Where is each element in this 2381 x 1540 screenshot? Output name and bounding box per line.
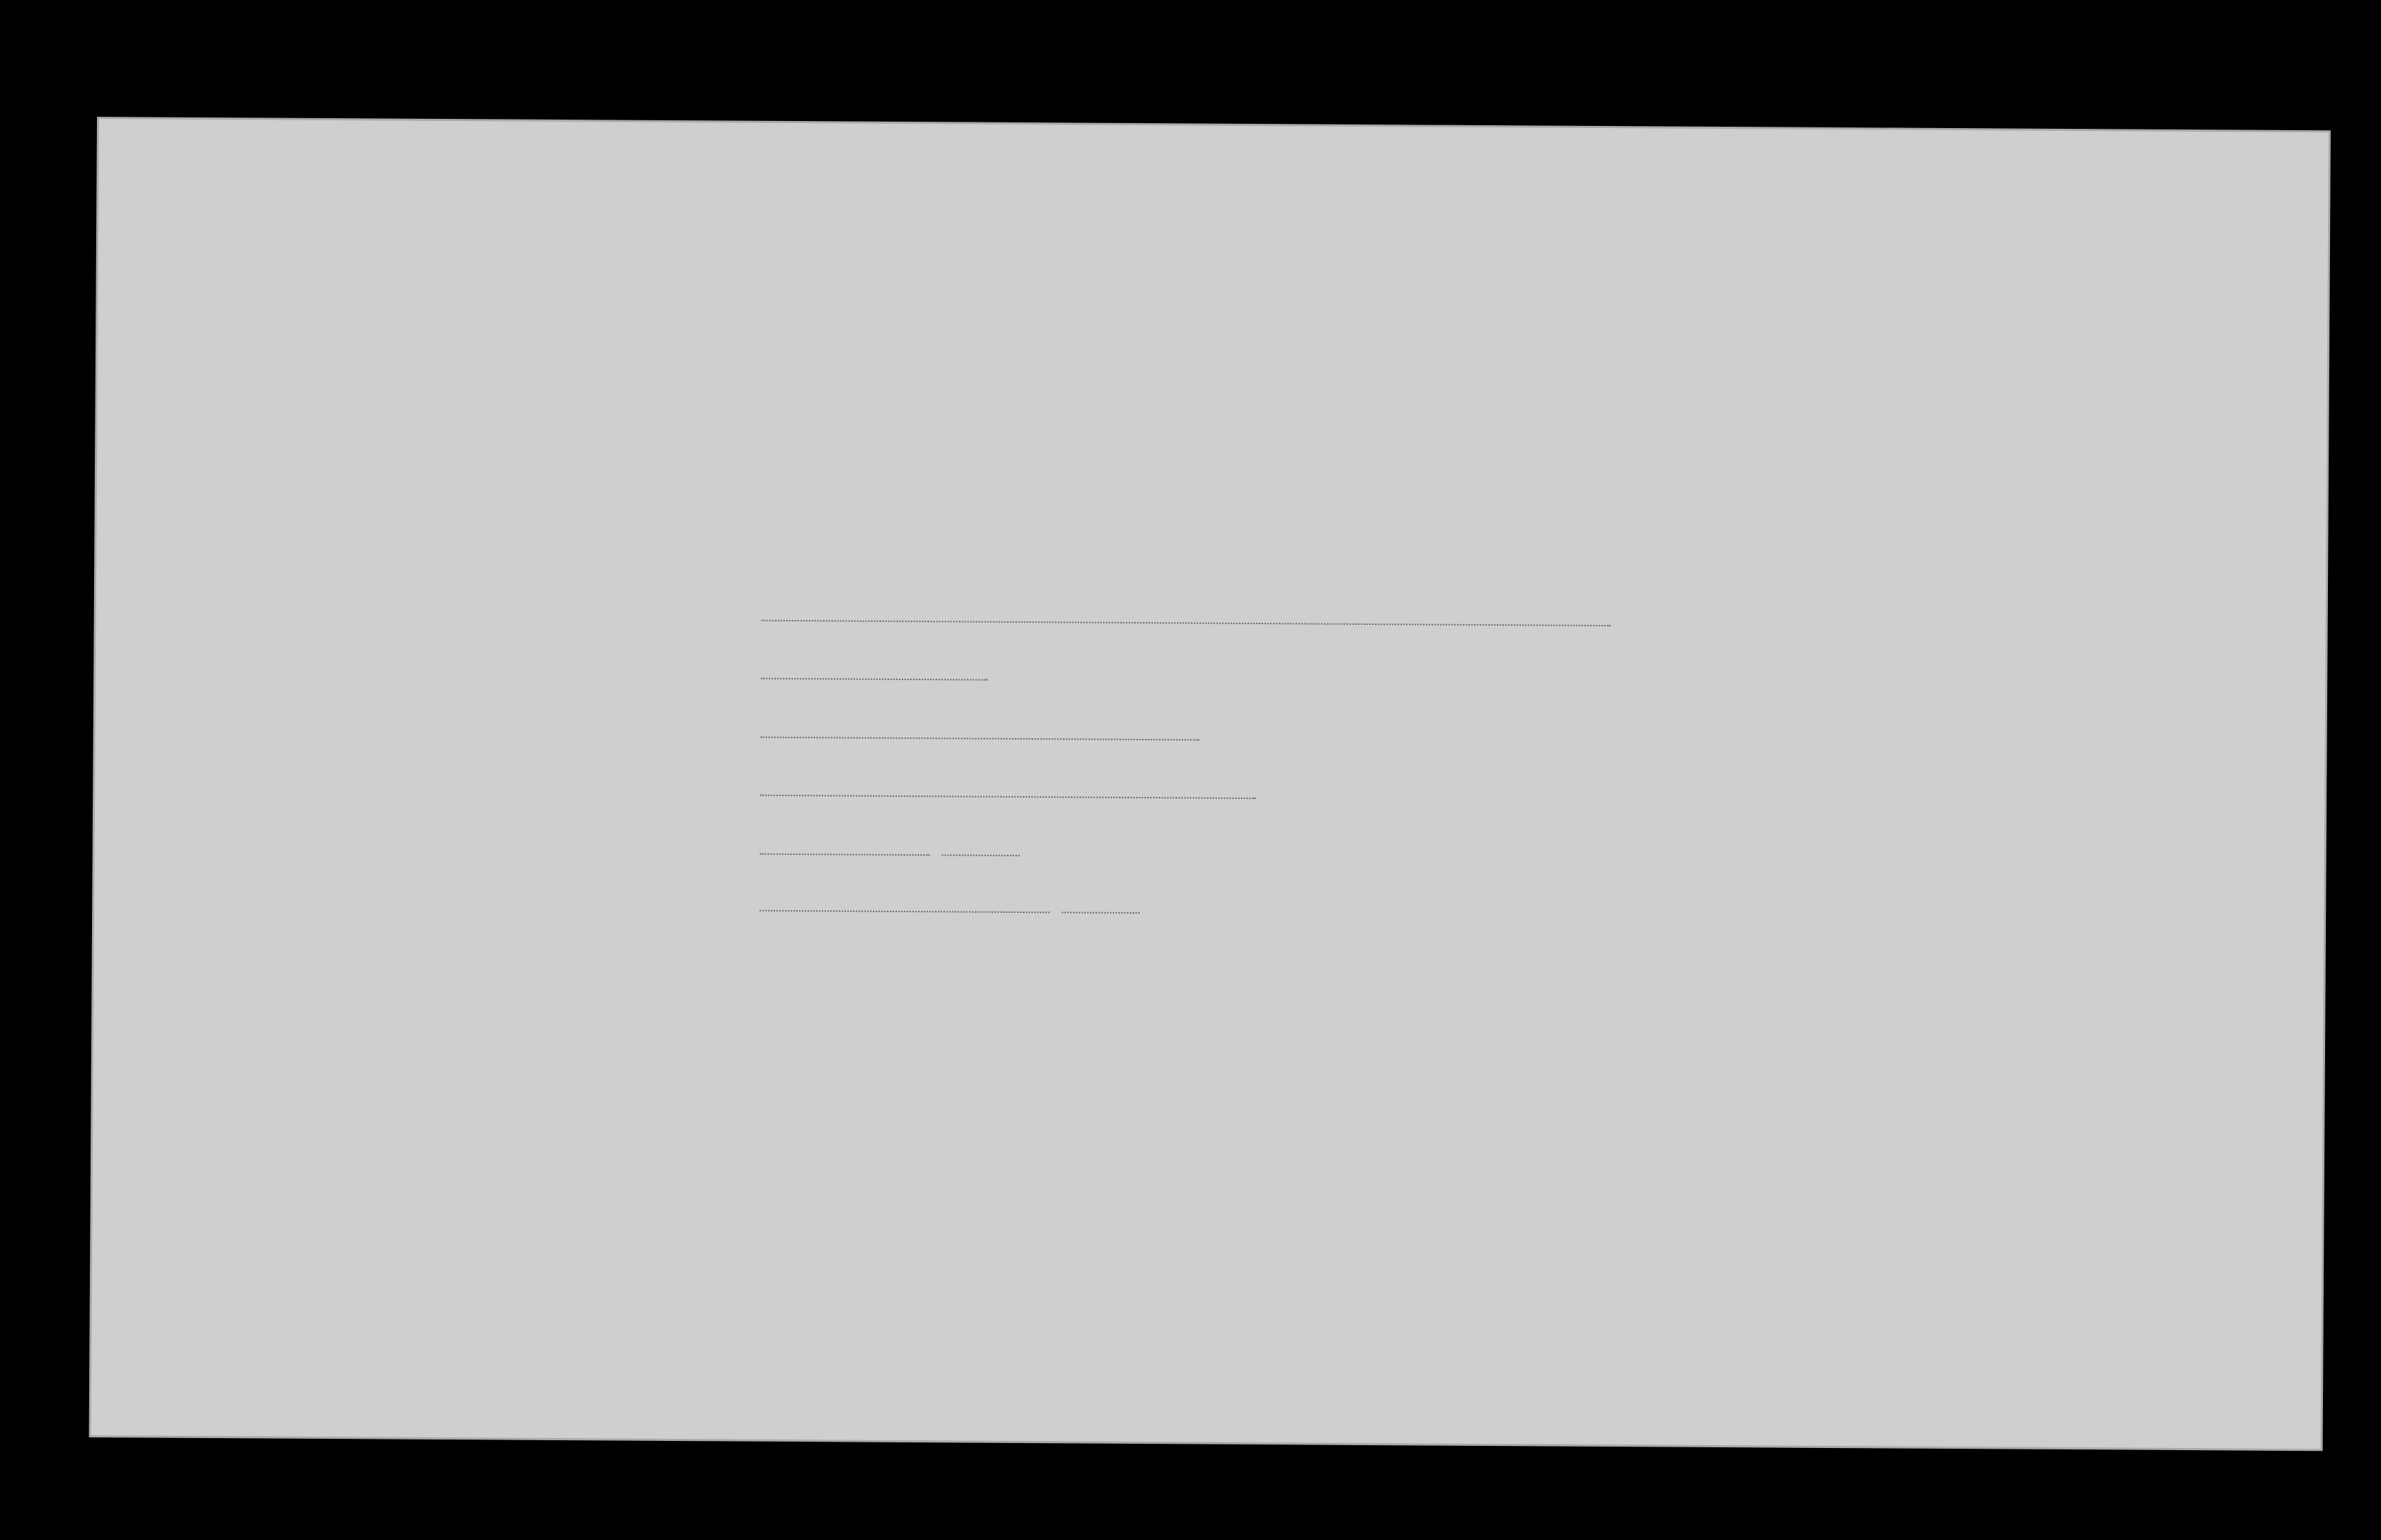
row-label-lands <box>126 393 381 395</box>
middle-section <box>94 473 2327 967</box>
question-farming <box>760 779 1256 804</box>
question-owner-2 <box>762 604 1611 631</box>
crop-table-grid <box>99 119 2329 132</box>
group-vne-nadel <box>119 1382 120 1502</box>
sdacha-pashni <box>1332 997 1785 1000</box>
desyatin-header <box>548 794 643 795</box>
census-card <box>91 119 2329 1449</box>
lease-table <box>91 954 2324 1449</box>
trade-name-header <box>408 531 648 533</box>
sdacha-pokos <box>1785 1000 2107 1002</box>
fallow-group <box>2132 439 2273 440</box>
row-label-rented <box>120 218 389 219</box>
row-own-society <box>198 1255 361 1256</box>
row-label-own <box>127 291 381 292</box>
row-institutions <box>197 1436 360 1437</box>
row-label-total <box>142 168 354 170</box>
row-total-rented <box>105 1499 360 1500</box>
arenda-pashni <box>362 991 780 994</box>
question-other-land <box>761 662 987 686</box>
question-market <box>759 895 1140 919</box>
hired-workers-label <box>349 517 352 941</box>
crop-table <box>97 119 2329 486</box>
perennial-grass-group <box>1683 405 2051 407</box>
arenda-pokos <box>784 994 1106 996</box>
trade-title <box>398 482 730 484</box>
row-private-persons <box>197 1378 360 1379</box>
question-land-type <box>761 721 1200 746</box>
crop-columns <box>99 119 2329 132</box>
winter-wheat-group <box>423 360 551 361</box>
trade-qty-header <box>649 526 741 527</box>
question-village <box>760 838 1020 861</box>
